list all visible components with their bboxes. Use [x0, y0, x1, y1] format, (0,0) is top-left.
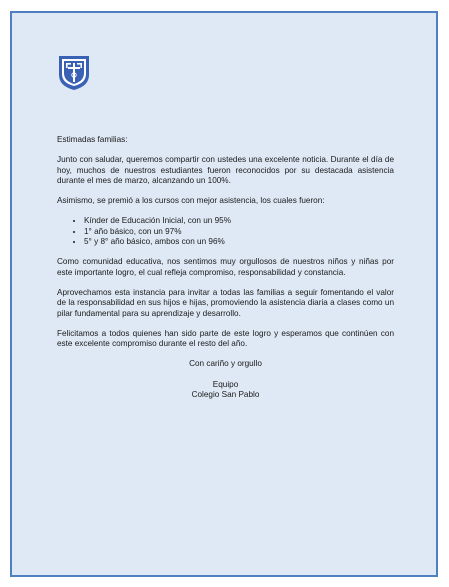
paragraph-1: Junto con saludar, queremos compartir con ustedes una excelente noticia. Durante el día de hoy, muchos de nuestros estudiantes fueron reconocidos por su destacada asistencia durante el mes de marzo, alcanzando un 100%. [57, 155, 394, 185]
signature-line-1: Equipo [212, 379, 239, 389]
course-item: • 1° año básico, con un 97% [84, 227, 394, 237]
course-item: • 5° y 8° año básico, ambos con un 96% [84, 237, 394, 247]
signature-line-2: Colegio San Pablo [191, 390, 260, 400]
school-shield-logo [58, 55, 90, 91]
closing: Con cariño y orgullo [189, 359, 262, 369]
course-item: • Kínder de Educación Inicial, con un 95% [84, 216, 394, 226]
paragraph-5: Felicitamos a todos quienes han sido parte de este logro y esperamos que continúen con este excelente compromiso durante el resto del año. [57, 328, 394, 349]
letter-body [57, 135, 394, 400]
signature [57, 380, 394, 401]
greeting: Estimadas familias: [57, 135, 128, 144]
paragraph-3: Como comunidad educativa, nos sentimos muy orgullosos de nuestros niños y niñas por este importante logro, el cual refleja compromiso, responsabilidad y constancia. [57, 257, 394, 277]
course-list [57, 216, 394, 247]
paragraph-4: Aprovechamos esta instancia para invitar a todas las familias a seguir fomentando el valor de la responsabilidad en sus hijos e hijas, promoviendo la asistencia diaria a clases como un pilar fundamental para su aprendizaje y desarrollo. [57, 287, 394, 318]
letter-page [10, 11, 438, 577]
paragraph-2: Asimismo, se premió a los cursos con mejor asistencia, los cuales fueron: [57, 196, 325, 206]
